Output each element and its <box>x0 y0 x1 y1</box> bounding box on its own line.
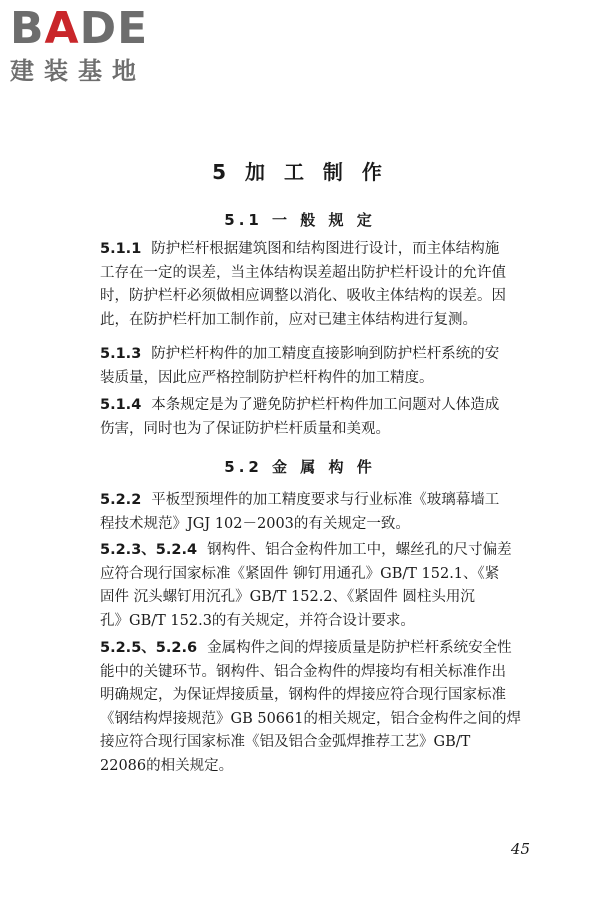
clause-number: 5.1.4 <box>100 397 142 413</box>
clause-text: 平板型预埋件的加工精度要求与行业标准《玻璃幕墙工 程技术规范》JGJ 102－2003的有关规定一致。 <box>100 492 500 532</box>
logo-letter-b: B <box>10 3 45 54</box>
page-number: 45 <box>510 840 530 858</box>
clause-text: 金属构件之间的焊接质量是防护栏杆系统安全性 能中的关键环节。钢构件、铝合金构件的焊接均有相关标准作出 明确规定，为保证焊接质量，钢构件的焊接应符合现行国家标准 《钢结构焊接规范》GB 50661的相关规定，铝合金构件之间的焊 接应符合现行国家标准《铝及铝合金弧焊推荐工艺》GB/T 22086的相关规定。 <box>100 640 521 774</box>
clause-5-2-2 <box>100 489 558 536</box>
logo-letters-de: DE <box>79 3 149 54</box>
clause-5-1-3 <box>100 343 558 390</box>
clause-number: 5.1.1 <box>100 241 142 257</box>
clause-5-2-3-5-2-4 <box>100 539 558 633</box>
clause-number: 5.2.5、5.2.6 <box>100 640 198 656</box>
clause-5-2-5-5-2-6 <box>100 637 558 778</box>
section-title-5-1: 5.1 一 般 规 定 <box>224 211 376 229</box>
clause-number: 5.1.3 <box>100 346 142 362</box>
logo-subtitle: 建装基地 <box>10 57 146 85</box>
clause-text: 钢构件、铝合金构件加工中，螺丝孔的尺寸偏差 应符合现行国家标准《紧固件 铆钉用通孔》GB/T 152.1、《紧 固件 沉头螺钉用沉孔》GB/T 152.2、《紧固件 圆柱头用沉 孔》GB/T 152.3的有关规定，并符合设计要求。 <box>100 542 512 629</box>
clause-5-1-1 <box>100 238 558 332</box>
clause-text: 防护栏杆根据建筑图和结构图进行设计，而主体结构施 工存在一定的误差，当主体结构误差超出防护栏杆设计的允许值 时，防护栏杆必须做相应调整以消化、吸收主体结构的误差。因 此，在防护栏杆加工制作前，应对已建主体结构进行复测。 <box>100 241 506 328</box>
section-title-5-2: 5.2 金 属 构 件 <box>224 458 376 476</box>
clause-number: 5.2.2 <box>100 492 142 508</box>
bade-logo <box>10 3 180 86</box>
logo-wordmark <box>10 3 180 54</box>
clause-text: 本条规定是为了避免防护栏杆构件加工问题对人体造成 伤害，同时也为了保证防护栏杆质量和美观。 <box>100 397 500 437</box>
chapter-title: 5 加 工 制 作 <box>212 160 388 184</box>
clause-text: 防护栏杆构件的加工精度直接影响到防护栏杆系统的安 装质量，因此应严格控制防护栏杆构件的加工精度。 <box>100 346 500 386</box>
clause-number: 5.2.3、5.2.4 <box>100 542 198 558</box>
clause-5-1-4 <box>100 394 558 441</box>
logo-letter-a: A <box>44 3 80 54</box>
